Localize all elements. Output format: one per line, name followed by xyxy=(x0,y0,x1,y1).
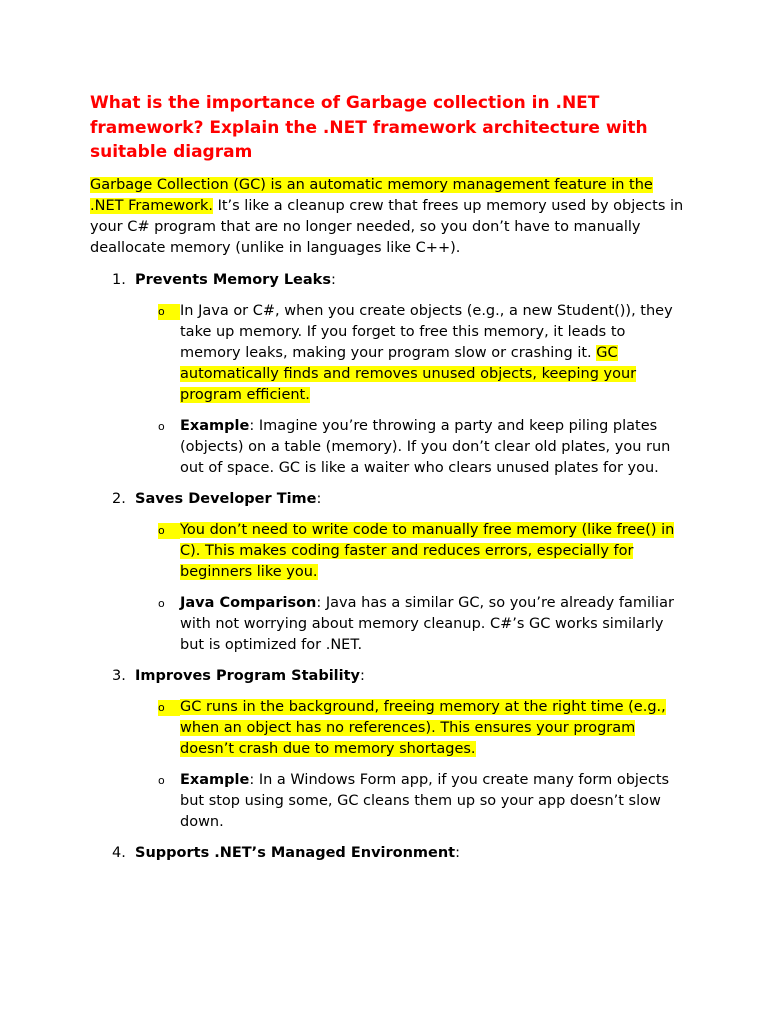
bullet-icon: o xyxy=(158,523,180,539)
intro-text: It’s like a cleanup crew that frees up memory used by objects in your C# program that are no longer needed, so you don’t have to manually deallocate memory (unlike in languages like C++). xyxy=(90,197,684,256)
list-number: 1. xyxy=(112,271,126,288)
list-item-1: 1. Prevents Memory Leaks: xyxy=(90,270,690,291)
list-item-2: 2. Saves Developer Time: xyxy=(90,489,690,510)
list-heading: Supports .NET’s Managed Environment xyxy=(135,844,456,861)
list-number: 4. xyxy=(112,844,126,861)
highlighted-text: GC automatically finds and removes unused objects, keeping your program efficient. xyxy=(180,344,637,403)
sub-list-1 xyxy=(90,301,690,479)
highlighted-text: GC runs in the background, freeing memory at the right time (e.g., when an object has no references). This ensures your program doesn’t crash due to memory shortages. xyxy=(180,698,666,757)
sub-item: o In Java or C#, when you create objects (e.g., a new Student()), they take up memory. If you forget to free this memory, it leads to memory leaks, making your program slow or crashing it. GC automatically finds and removes unused objects, keeping your program efficient. xyxy=(158,302,673,403)
list-heading: Prevents Memory Leaks xyxy=(135,271,331,288)
bullet-icon: o xyxy=(158,419,165,433)
page-title: What is the importance of Garbage collection in .NET framework? Explain the .NET framework architecture with suitable diagram xyxy=(90,93,648,162)
bullet-icon: o xyxy=(158,773,165,787)
sub-item xyxy=(90,520,690,583)
list-number: 2. xyxy=(112,490,126,507)
bullet-icon: o xyxy=(158,700,180,716)
intro-paragraph xyxy=(90,175,690,259)
list-item-4: 4. Supports .NET’s Managed Environment: xyxy=(90,843,690,864)
bullet-icon: o xyxy=(158,596,165,610)
sub-item: o Java Comparison: Java has a similar GC, so you’re already familiar with not worrying about memory cleanup. C#’s GC works similarly but is optimized for .NET. xyxy=(158,594,674,653)
sub-item: o Example: In a Windows Form app, if you create many form objects but stop using some, GC cleans them up so your app doesn’t slow down. xyxy=(158,771,670,830)
bullet-icon: o xyxy=(158,304,180,320)
list-item-3: 3. Improves Program Stability: xyxy=(90,666,690,687)
sub-item: o Example: Imagine you’re throwing a party and keep piling plates (objects) on a table (memory). If you don’t clear old plates, you run out of space. GC is like a waiter who clears unused plates for you. xyxy=(158,417,671,476)
list-number: 3. xyxy=(112,667,126,684)
list-heading: Improves Program Stability xyxy=(135,667,361,684)
intro-highlight: Garbage Collection (GC) is an automatic memory management feature in the .NET Framework. xyxy=(90,176,653,214)
sub-list-3 xyxy=(90,697,690,833)
sub-item xyxy=(90,697,690,760)
sub-list-2 xyxy=(90,520,690,656)
highlighted-text: You don’t need to write code to manually free memory (like free() in C). This makes coding faster and reduces errors, especially for beginners like you. xyxy=(180,521,675,580)
document-page xyxy=(90,91,690,874)
list-heading: Saves Developer Time xyxy=(135,490,317,507)
